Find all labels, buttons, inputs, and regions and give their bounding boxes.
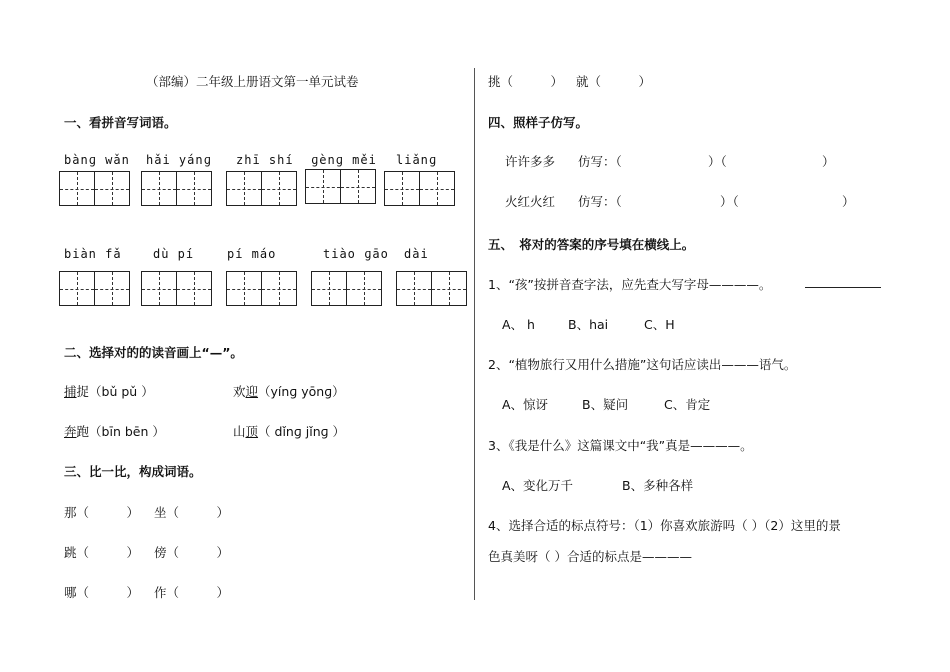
pinyin-choice[interactable]: （ dǐnɡ jǐnɡ ） bbox=[258, 424, 346, 439]
option[interactable]: C、肯定 bbox=[664, 397, 711, 412]
target-char: 捕 bbox=[64, 384, 77, 399]
pinyin-2-1: biàn fǎ bbox=[64, 247, 122, 261]
option[interactable]: A、变化万千 bbox=[502, 478, 574, 493]
imitate-label: 仿写：（ bbox=[578, 194, 622, 209]
target-char: 顶 bbox=[245, 424, 259, 439]
pinyin-2-4: tiào ɡāo bbox=[323, 247, 389, 261]
pinyin-1-1: bànɡ wǎn bbox=[64, 153, 130, 167]
writing-grid[interactable] bbox=[59, 171, 129, 206]
question-4-line-2: 色真美呀（ ）合适的标点是———— bbox=[488, 549, 692, 564]
option[interactable]: A、 h bbox=[502, 317, 535, 332]
option[interactable]: B、疑问 bbox=[582, 397, 629, 412]
word-item bbox=[64, 382, 154, 400]
section-3-heading: 三、比一比，构成词语。 bbox=[64, 464, 202, 479]
bracket-mid[interactable]: ）（ bbox=[720, 194, 739, 209]
question-4-line-1: 4、选择合适的标点符号：（1）你喜欢旅游吗（ ）（2）这里的景 bbox=[488, 518, 841, 533]
imitate-label: 仿写：（ bbox=[578, 154, 622, 169]
writing-grid[interactable] bbox=[141, 271, 211, 306]
char: 欢 bbox=[233, 384, 246, 399]
section-1-heading: 一、看拼音写词语。 bbox=[64, 115, 177, 130]
writing-grid[interactable] bbox=[305, 169, 375, 204]
option[interactable]: C、H bbox=[644, 317, 675, 332]
option[interactable]: B、hai bbox=[568, 317, 609, 332]
answer-line[interactable] bbox=[805, 287, 881, 288]
bracket-end: ） bbox=[842, 194, 855, 209]
question-3: 3、《我是什么》这篇课文中“我”真是————。 bbox=[488, 438, 753, 453]
char: 山 bbox=[233, 424, 246, 439]
writing-grid[interactable] bbox=[311, 271, 381, 306]
example-word: 火红火红 bbox=[505, 194, 556, 209]
pinyin-choice[interactable]: （bǔ pǔ ） bbox=[89, 384, 154, 399]
question-1: 1、“孩”按拼音查字法，应先查大写字母————。 bbox=[488, 277, 772, 292]
pinyin-1-3: zhī shí bbox=[236, 153, 294, 167]
page-title: （部编）二年级上册语文第一单元试卷 bbox=[146, 74, 359, 89]
writing-grid[interactable] bbox=[226, 171, 296, 206]
compare-item[interactable]: 挑（ ） bbox=[488, 74, 564, 89]
word-item bbox=[64, 422, 165, 440]
word-item bbox=[233, 422, 345, 440]
compare-item[interactable]: 就（ ） bbox=[576, 74, 652, 89]
word-item bbox=[233, 382, 345, 400]
example-word: 许许多多 bbox=[505, 154, 556, 169]
pinyin-1-5: liǎnɡ bbox=[396, 153, 438, 167]
pinyin-2-5: dài bbox=[404, 247, 429, 261]
compare-item[interactable]: 跳（ ） bbox=[64, 545, 140, 560]
compare-item[interactable]: 坐（ ） bbox=[154, 505, 230, 520]
target-char: 迎 bbox=[245, 384, 259, 399]
writing-grid[interactable] bbox=[226, 271, 296, 306]
compare-item[interactable]: 那（ ） bbox=[64, 505, 140, 520]
section-5-heading: 五、 将对的答案的序号填在横线上。 bbox=[488, 237, 695, 252]
pinyin-choice[interactable]: （yínɡ yōnɡ） bbox=[258, 384, 345, 399]
char: 捉 bbox=[76, 384, 90, 399]
pinyin-2-3: pí máo bbox=[227, 247, 277, 261]
compare-item[interactable]: 傍（ ） bbox=[154, 545, 230, 560]
target-char: 奔 bbox=[64, 424, 77, 439]
column-divider bbox=[474, 68, 475, 600]
pinyin-2-2: dù pí bbox=[153, 247, 195, 261]
char: 跑 bbox=[76, 424, 90, 439]
writing-grid[interactable] bbox=[384, 171, 454, 206]
option[interactable]: B、多种各样 bbox=[622, 478, 694, 493]
writing-grid[interactable] bbox=[396, 271, 466, 306]
bracket-end: ） bbox=[822, 154, 835, 169]
option[interactable]: A、惊讶 bbox=[502, 397, 549, 412]
question-2: 2、“植物旅行又用什么措施”这句话应读出———语气。 bbox=[488, 357, 797, 372]
pinyin-1-4: ɡènɡ měi bbox=[311, 153, 377, 167]
writing-grid[interactable] bbox=[141, 171, 211, 206]
section-4-heading: 四、照样子仿写。 bbox=[488, 115, 589, 130]
pinyin-1-2: hǎi yánɡ bbox=[146, 153, 212, 167]
writing-grid[interactable] bbox=[59, 271, 129, 306]
pinyin-choice[interactable]: （bīn bēn ） bbox=[89, 424, 165, 439]
section-2-heading: 二、选择对的的读音画上“—”。 bbox=[64, 345, 243, 360]
compare-item[interactable]: 哪（ ） bbox=[64, 585, 140, 600]
bracket-mid[interactable]: ）（ bbox=[708, 154, 727, 169]
compare-item[interactable]: 作（ ） bbox=[154, 585, 230, 600]
